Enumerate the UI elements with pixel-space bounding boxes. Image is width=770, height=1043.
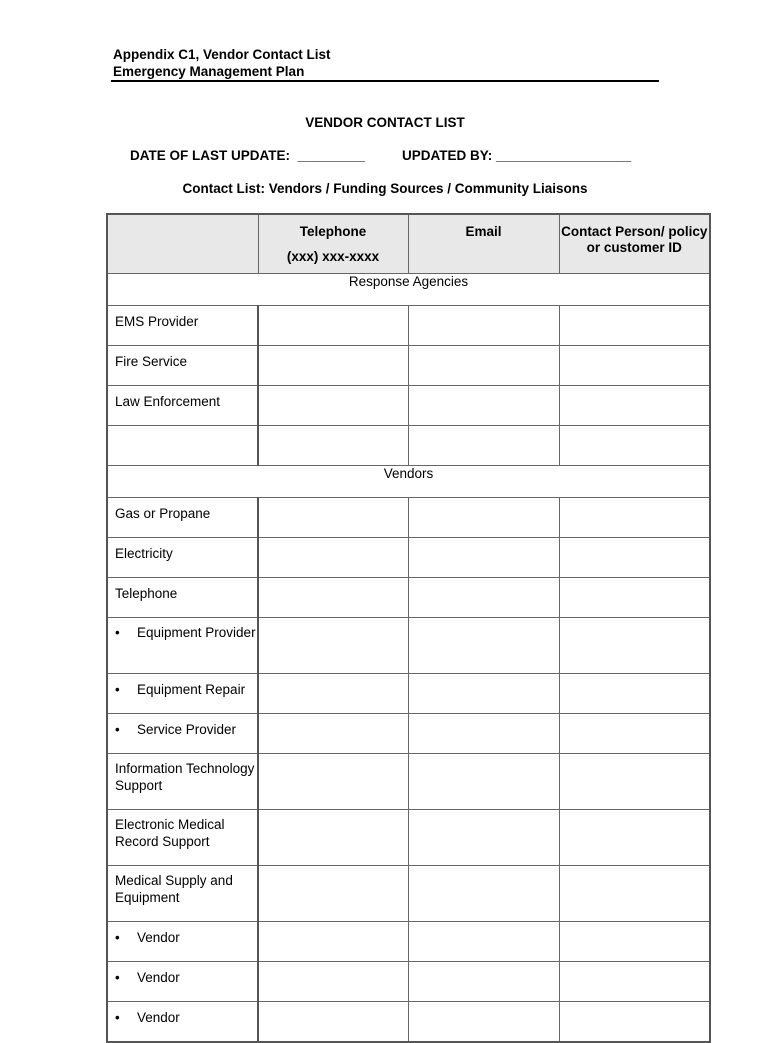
telephone-cell[interactable]: [258, 866, 408, 922]
contact-cell[interactable]: [559, 866, 710, 922]
section-title: Vendors: [107, 466, 710, 498]
table-row: [107, 306, 710, 346]
contact-cell[interactable]: [559, 714, 710, 754]
email-cell[interactable]: [408, 714, 559, 754]
row-label-cell: [107, 714, 258, 754]
table-row: [107, 578, 710, 618]
header-telephone: [258, 214, 408, 274]
row-label: Telephone: [107, 578, 258, 618]
contact-list-subtitle: Contact List: Vendors / Funding Sources / Community Liaisons: [182, 181, 588, 196]
contact-cell[interactable]: [559, 810, 710, 866]
table-row: [107, 754, 710, 810]
updated-by-field[interactable]: UPDATED BY: __________________: [402, 148, 632, 163]
table-header-row: [107, 214, 710, 274]
email-cell[interactable]: [408, 962, 559, 1002]
contact-cell[interactable]: [559, 426, 710, 466]
email-cell[interactable]: [408, 810, 559, 866]
row-label: Law Enforcement: [107, 386, 258, 426]
contact-cell[interactable]: [559, 922, 710, 962]
email-cell[interactable]: [408, 386, 559, 426]
contact-cell[interactable]: [559, 1002, 710, 1043]
contact-cell[interactable]: [559, 538, 710, 578]
table-row: [107, 498, 710, 538]
row-label-cell: [107, 922, 258, 962]
telephone-column-label: Telephone: [299, 224, 367, 239]
contact-cell[interactable]: [559, 754, 710, 810]
table-row: [107, 386, 710, 426]
contact-person-column-label: Contact Person/ policy or customer ID: [561, 224, 708, 255]
section-row-vendors: [107, 466, 710, 498]
telephone-cell[interactable]: [258, 618, 408, 674]
telephone-cell[interactable]: [258, 578, 408, 618]
row-label: Medical Supply and Equipment: [107, 866, 258, 922]
row-label: • Vendor: [115, 970, 257, 987]
table-row: [107, 866, 710, 922]
table-row: [107, 1002, 710, 1043]
table-row: [107, 810, 710, 866]
email-cell[interactable]: [408, 538, 559, 578]
contact-cell[interactable]: [559, 962, 710, 1002]
contact-cell[interactable]: [559, 386, 710, 426]
header-appendix-title: Appendix C1, Vendor Contact List: [113, 47, 331, 62]
table-row: [107, 674, 710, 714]
row-label-cell: [107, 674, 258, 714]
table-row: [107, 346, 710, 386]
row-label: • Equipment Provider: [115, 625, 257, 642]
email-column-label: Email: [465, 224, 502, 239]
email-cell[interactable]: [408, 1002, 559, 1043]
telephone-cell[interactable]: [258, 346, 408, 386]
row-label-cell: [107, 1002, 258, 1043]
row-label: Gas or Propane: [107, 498, 258, 538]
header-plan-title: Emergency Management Plan: [113, 63, 305, 79]
telephone-cell[interactable]: [258, 386, 408, 426]
email-cell[interactable]: [408, 346, 559, 386]
email-cell[interactable]: [408, 618, 559, 674]
table-row: [107, 714, 710, 754]
row-label: Electronic Medical Record Support: [107, 810, 258, 866]
telephone-cell[interactable]: [258, 426, 408, 466]
date-of-last-update-field[interactable]: DATE OF LAST UPDATE: _________: [130, 148, 366, 163]
header-contact-person: [559, 214, 710, 274]
email-cell[interactable]: [408, 578, 559, 618]
contact-cell[interactable]: [559, 618, 710, 674]
contact-cell[interactable]: [559, 306, 710, 346]
email-cell[interactable]: [408, 426, 559, 466]
contact-cell[interactable]: [559, 674, 710, 714]
row-label: Information Technology Support: [107, 754, 258, 810]
vendor-contact-table: [106, 213, 711, 1043]
row-label: • Service Provider: [115, 722, 257, 739]
telephone-cell[interactable]: [258, 810, 408, 866]
section-row-response-agencies: [107, 274, 710, 306]
header-email: [408, 214, 559, 274]
row-label: Fire Service: [107, 346, 258, 386]
row-label: • Vendor: [115, 1010, 257, 1027]
row-label: EMS Provider: [107, 306, 258, 346]
row-label-cell: [107, 962, 258, 1002]
telephone-format-label: (xxx) xxx-xxxx: [286, 249, 380, 264]
row-label-blank[interactable]: [107, 426, 258, 466]
telephone-cell[interactable]: [258, 922, 408, 962]
telephone-cell[interactable]: [258, 498, 408, 538]
telephone-cell[interactable]: [258, 962, 408, 1002]
email-cell[interactable]: [408, 306, 559, 346]
row-label: Electricity: [107, 538, 258, 578]
contact-cell[interactable]: [559, 498, 710, 538]
telephone-cell[interactable]: [258, 306, 408, 346]
table-row: [107, 426, 710, 466]
telephone-cell[interactable]: [258, 754, 408, 810]
email-cell[interactable]: [408, 754, 559, 810]
table-row: [107, 962, 710, 1002]
telephone-cell[interactable]: [258, 1002, 408, 1043]
header-blank-cell: [107, 214, 258, 274]
section-title: Response Agencies: [107, 274, 710, 306]
contact-cell[interactable]: [559, 578, 710, 618]
email-cell[interactable]: [408, 866, 559, 922]
email-cell[interactable]: [408, 674, 559, 714]
row-label: • Equipment Repair: [115, 682, 257, 699]
contact-cell[interactable]: [559, 346, 710, 386]
telephone-cell[interactable]: [258, 538, 408, 578]
row-label: • Vendor: [115, 930, 257, 947]
header-divider: [111, 80, 659, 82]
email-cell[interactable]: [408, 922, 559, 962]
email-cell[interactable]: [408, 498, 559, 538]
table-row: [107, 618, 710, 674]
page-title: VENDOR CONTACT LIST: [305, 115, 465, 130]
table-row: [107, 922, 710, 962]
table-row: [107, 538, 710, 578]
telephone-cell[interactable]: [258, 714, 408, 754]
row-label-cell: [107, 618, 258, 674]
telephone-cell[interactable]: [258, 674, 408, 714]
document-header: [113, 47, 331, 80]
